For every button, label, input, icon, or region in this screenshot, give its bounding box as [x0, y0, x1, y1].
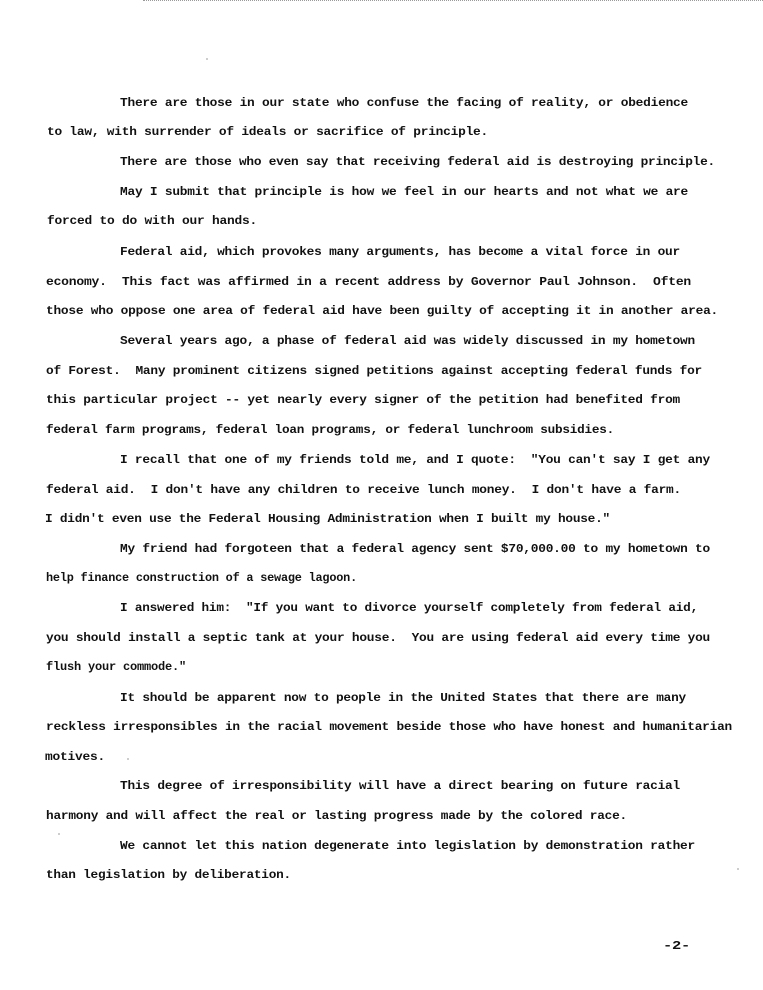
- page-number: -2-: [663, 939, 690, 953]
- text-line: you should install a septic tank at your house. You are using federal aid every time you: [46, 631, 710, 645]
- text-line: help finance construction of a sewage lagoon.: [46, 571, 357, 585]
- text-line: those who oppose one area of federal aid have been guilty of accepting it in another area.: [46, 304, 718, 318]
- text-line: My friend had forgoteen that a federal agency sent $70,000.00 to my hometown to: [120, 542, 710, 556]
- text-line: harmony and will affect the real or lasting progress made by the colored race.: [46, 809, 627, 823]
- text-line: I recall that one of my friends told me, and I quote: "You can't say I get any: [120, 453, 710, 467]
- text-line: to law, with surrender of ideals or sacrifice of principle.: [47, 125, 489, 139]
- text-line: forced to do with our hands.: [47, 214, 257, 228]
- text-line: Federal aid, which provokes many arguments, has become a vital force in our: [120, 245, 680, 259]
- text-line: This degree of irresponsibility will have a direct bearing on future racial: [120, 779, 680, 793]
- text-line: reckless irresponsibles in the racial movement beside those who have honest and humanitarian: [46, 720, 732, 734]
- text-line: Several years ago, a phase of federal aid was widely discussed in my hometown: [120, 334, 695, 348]
- text-line: this particular project -- yet nearly every signer of the petition had benefited from: [46, 393, 680, 407]
- text-line: It should be apparent now to people in the United States that there are many: [120, 691, 686, 705]
- text-line: We cannot let this nation degenerate into legislation by demonstration rather: [120, 839, 695, 853]
- scan-speck: [58, 833, 60, 835]
- scan-speck: [737, 868, 739, 870]
- text-line: There are those in our state who confuse the facing of reality, or obedience: [120, 96, 688, 110]
- scan-speck: [206, 58, 208, 60]
- text-line: flush your commode.": [46, 660, 186, 674]
- top-dotted-border: [143, 0, 763, 1]
- text-line: May I submit that principle is how we feel in our hearts and not what we are: [120, 185, 688, 199]
- text-line: I didn't even use the Federal Housing Administration when I built my house.": [45, 512, 610, 526]
- scan-speck: [127, 758, 129, 760]
- text-line: federal aid. I don't have any children to receive lunch money. I don't have a farm.: [46, 483, 681, 497]
- text-line: economy. This fact was affirmed in a recent address by Governor Paul Johnson. Often: [46, 275, 691, 289]
- text-line: motives.: [45, 750, 105, 764]
- text-line: federal farm programs, federal loan programs, or federal lunchroom subsidies.: [46, 423, 614, 437]
- text-line: of Forest. Many prominent citizens signed petitions against accepting federal funds for: [46, 364, 703, 378]
- text-line: than legislation by deliberation.: [46, 868, 291, 882]
- text-line: There are those who even say that receiving federal aid is destroying principle.: [120, 155, 715, 169]
- text-line: I answered him: "If you want to divorce yourself completely from federal aid,: [120, 601, 698, 615]
